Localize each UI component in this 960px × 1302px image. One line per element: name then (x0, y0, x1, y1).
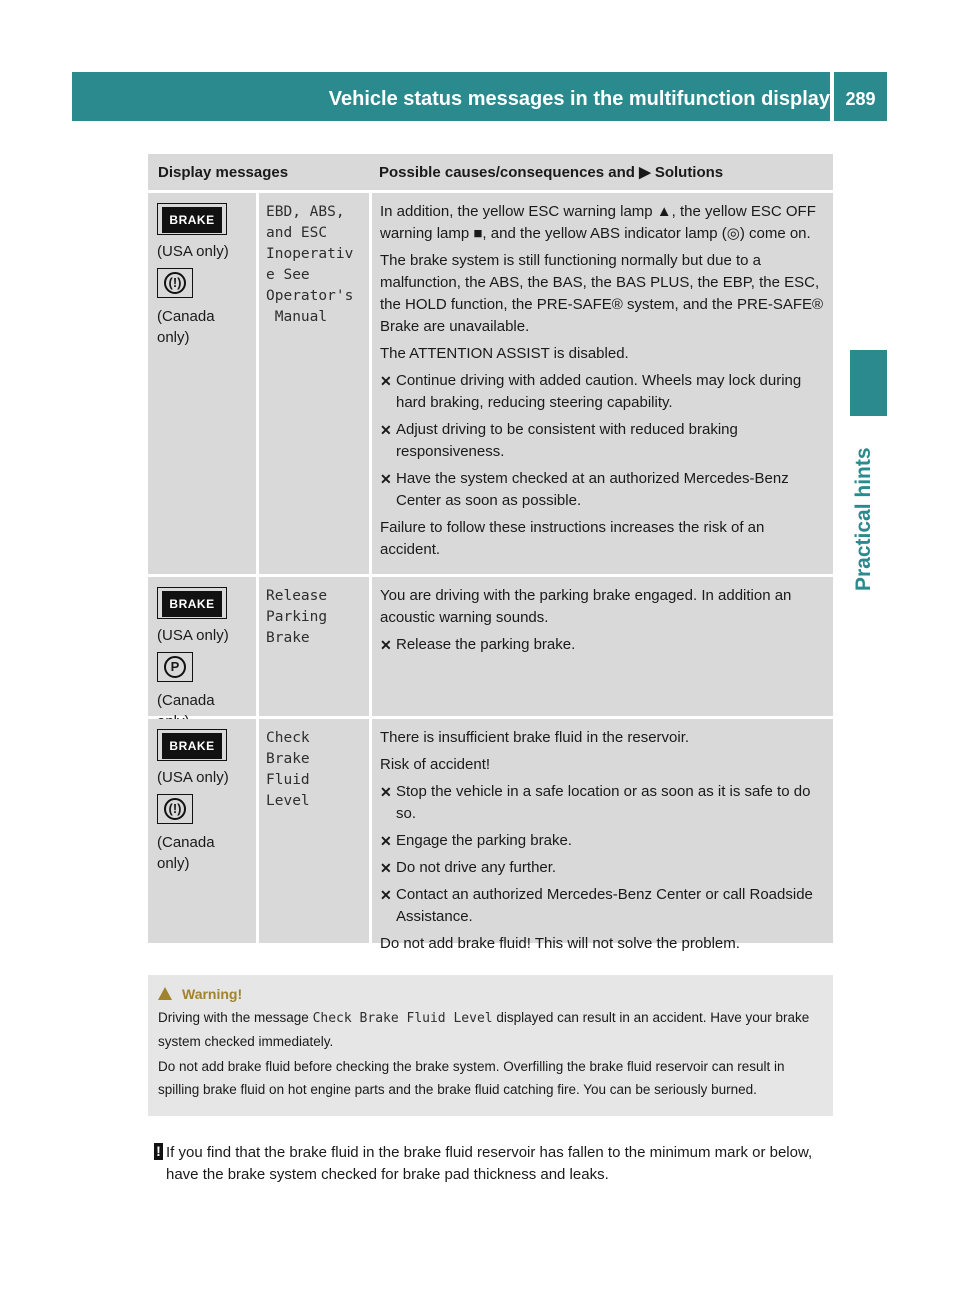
paragraph: Failure to follow these instructions increases the risk of an accident. (380, 519, 765, 558)
table-row (148, 193, 833, 574)
note-paragraph: If you find that the brake fluid in the brake fluid reservoir has fallen to the minimum mark or below, have the brake system checked for brake pad thickness and leaks. (166, 1144, 813, 1183)
icon-cell (148, 719, 256, 943)
paragraph: Do not add brake fluid! This will not solve the problem. (380, 935, 740, 952)
list-item: ✕ Release the parking brake. (380, 634, 827, 656)
arrow-icon: ✕ (380, 637, 392, 653)
page-number: 289 (845, 89, 876, 109)
column-header-solutions: Possible causes/consequences and ▶ Solutions (379, 164, 724, 181)
paragraph: The ATTENTION ASSIST is disabled. (380, 345, 629, 362)
display-message: Check Brake Fluid Level (259, 719, 369, 943)
list-item: ✕ Adjust driving to be consistent with reduced braking responsiveness. (380, 419, 827, 463)
table-header (148, 154, 833, 190)
warning-box (148, 975, 833, 1116)
region-label: (Canada (157, 692, 215, 709)
exclamation-icon: ! (154, 1143, 163, 1160)
side-tab-marker (850, 350, 887, 416)
region-label: (USA only) (157, 627, 229, 644)
brake-indicator-icon: (!) (157, 268, 193, 298)
list-item: ✕ Contact an authorized Mercedes-Benz Center or call Roadside Assistance. (380, 884, 827, 928)
brake-warning-icon: BRAKE (157, 203, 227, 235)
paragraph: You are driving with the parking brake engaged. In addition an acoustic warning sounds. (380, 587, 792, 626)
region-label: (USA only) (157, 243, 229, 260)
arrow-icon: ✕ (380, 860, 392, 876)
arrow-icon: ✕ (380, 373, 392, 389)
page-title: Vehicle status messages in the multifunction display (328, 88, 830, 110)
list-item: ✕ Engage the parking brake. (380, 830, 827, 852)
table-row (148, 577, 833, 716)
paragraph: In addition, the yellow ESC warning lamp ▲, the yellow ESC OFF warning lamp ■, and the yellow ABS indicator lamp (◎) come on. (380, 203, 816, 242)
list-item: ✕ Stop the vehicle in a safe location or as soon as it is safe to do so. (380, 781, 827, 825)
icon-cell (148, 577, 256, 716)
display-message: Release Parking Brake (259, 577, 369, 716)
list-item: ✕ Have the system checked at an authorized Mercedes-Benz Center as soon as possible. (380, 468, 827, 512)
arrow-icon: ✕ (380, 833, 392, 849)
parking-brake-icon: P (157, 652, 193, 682)
column-header-display-messages: Display messages (158, 163, 289, 181)
display-message: EBD, ABS, and ESC Inoperativ e See Operator's Manual (259, 193, 369, 574)
table-row (148, 719, 833, 952)
side-tab-label: Practical hints (852, 447, 875, 591)
solution-cell (372, 719, 833, 952)
warning-paragraph: Do not add brake fluid before checking the brake system. Overfilling the brake fluid reservoir can result in spilling brake fluid on hot engine parts and the brake fluid catching fire. You can be seriously burned. (158, 1059, 785, 1097)
arrow-icon: ✕ (380, 471, 392, 487)
paragraph: There is insufficient brake fluid in the reservoir. (380, 729, 690, 746)
display-message-code: Check Brake Fluid Level (312, 1011, 493, 1026)
messages-table (148, 154, 833, 952)
region-label: (USA only) (157, 769, 229, 786)
list-item: ✕ Do not drive any further. (380, 857, 827, 879)
arrow-icon: ✕ (380, 784, 392, 800)
brake-indicator-icon: (!) (157, 794, 193, 824)
region-label: (Canada only) (157, 834, 215, 872)
list-item: ✕ Continue driving with added caution. Wheels may lock during hard braking, reducing steering capability. (380, 370, 827, 414)
icon-cell (148, 193, 256, 574)
paragraph: Risk of accident! (380, 756, 491, 773)
solution-cell (372, 577, 833, 716)
paragraph: The brake system is still functioning normally but due to a malfunction, the ABS, the BAS, the BAS PLUS, the EBP, the ESC, the HOLD function, the PRE-SAFE® system, and the PRE-SAFE® Brake are unavailable. (380, 252, 824, 335)
arrow-icon: ✕ (380, 422, 392, 438)
arrow-icon: ✕ (380, 887, 392, 903)
brake-warning-icon: BRAKE (157, 729, 227, 761)
region-label: (Canada only) (157, 308, 215, 346)
warning-paragraph: Driving with the message Check Brake Fluid Level displayed can result in an accident. Have your brake system checked immediately. (158, 1010, 810, 1049)
warning-heading: Warning! (158, 983, 825, 1006)
solution-cell (372, 193, 833, 574)
warning-triangle-icon (158, 987, 172, 1000)
brake-warning-icon: BRAKE (157, 587, 227, 619)
